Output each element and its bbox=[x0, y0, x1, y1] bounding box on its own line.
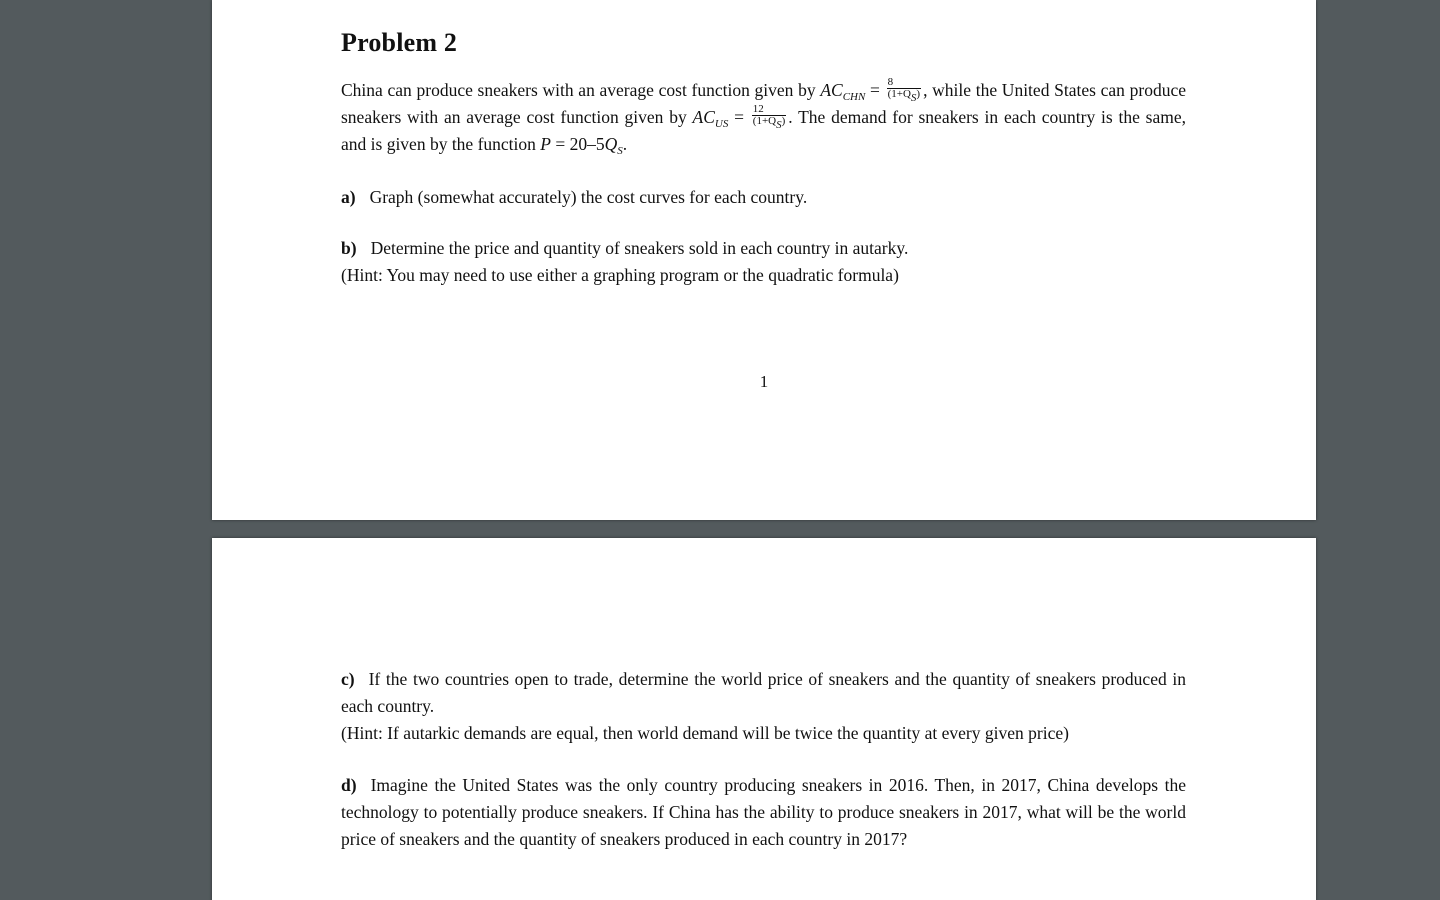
page-1 bbox=[212, 0, 1316, 520]
quantity-variable: Q bbox=[604, 134, 618, 154]
page-2 bbox=[212, 538, 1316, 900]
price-variable: P bbox=[540, 134, 551, 154]
question-d-text: Imagine the United States was the only country producing sneakers in 2016. Then, in 2017, China develops the technology to potentially produce sneakers. If China has the ability to produce sneakers in 2017, what will be the world price of sneakers and the quantity of sneakers produced in each country in 2017? bbox=[341, 775, 1186, 849]
page-number: 1 bbox=[759, 372, 769, 391]
ac-chn-subscript: CHN bbox=[842, 91, 866, 103]
ac-chn-den-text: (1+Q bbox=[887, 88, 911, 101]
ac-us-subscript: US bbox=[714, 118, 729, 130]
ac-us-fraction bbox=[752, 103, 786, 132]
question-b bbox=[341, 235, 1186, 262]
problem-heading: Problem 2 bbox=[341, 28, 458, 57]
quantity-subscript: S bbox=[617, 145, 623, 157]
ac-us-numerator: 12 bbox=[752, 104, 786, 116]
demand-function: = 20–5 bbox=[550, 134, 605, 154]
question-c-text: If the two countries open to trade, determine the world price of sneakers and the quantity of sneakers produced in each country. bbox=[341, 669, 1186, 716]
ac-us-denominator bbox=[752, 115, 786, 132]
question-b-label: b) bbox=[341, 238, 357, 258]
question-c-hint: (Hint: If autarkic demands are equal, then world demand will be twice the quantity at every given price) bbox=[341, 723, 1069, 743]
question-a-label: a) bbox=[341, 187, 356, 207]
intro-text-3: . The demand for sneakers in each country is the same, and is given by the function bbox=[341, 107, 1186, 154]
intro-period: . bbox=[622, 134, 628, 154]
question-a-text: Graph (somewhat accurately) the cost curves for each country. bbox=[369, 187, 808, 207]
question-a bbox=[341, 184, 1186, 211]
ac-us-den-text: (1+Q bbox=[752, 115, 777, 128]
question-b-hint: (Hint: You may need to use either a graphing program or the quadratic formula) bbox=[341, 265, 899, 285]
question-d bbox=[341, 772, 1186, 853]
ac-chn-numerator: 8 bbox=[887, 77, 921, 89]
question-c-label: c) bbox=[341, 669, 355, 689]
problem-intro bbox=[341, 77, 1186, 158]
ac-chn-denominator bbox=[887, 88, 921, 105]
ac-chn-den-sub: S bbox=[910, 92, 917, 105]
ac-chn-den-close: ) bbox=[916, 88, 921, 101]
equals-sign: = bbox=[865, 80, 885, 100]
equals-sign: = bbox=[728, 107, 750, 127]
ac-us-den-close: ) bbox=[781, 115, 786, 128]
intro-text-2: , while the United States can produce sneakers with an average cost function given by bbox=[341, 80, 1186, 127]
question-d-label: d) bbox=[341, 775, 357, 795]
question-b-text: Determine the price and quantity of sneakers sold in each country in autarky. bbox=[370, 238, 909, 258]
intro-text-1: China can produce sneakers with an average cost function given by bbox=[341, 80, 821, 100]
ac-us-den-sub: S bbox=[776, 119, 782, 132]
ac-chn-fraction bbox=[887, 76, 921, 105]
question-c bbox=[341, 666, 1186, 720]
ac-us-label: AC bbox=[692, 107, 715, 127]
ac-chn-label: AC bbox=[820, 80, 843, 100]
